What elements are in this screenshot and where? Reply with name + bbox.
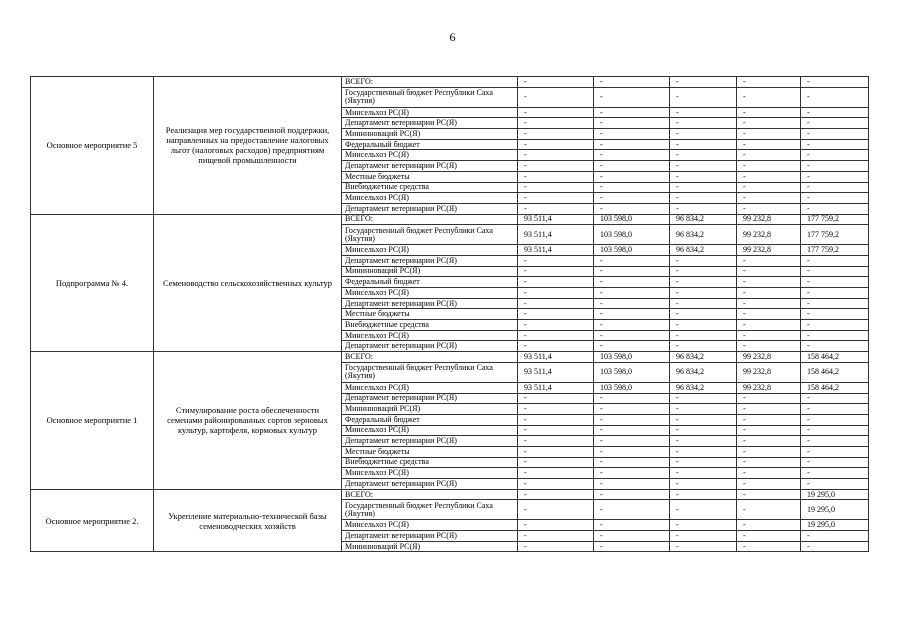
amount-cell: -: [801, 77, 869, 88]
amount-cell: -: [518, 139, 594, 150]
amount-cell: 19 295,0: [801, 520, 869, 531]
amount-cell: -: [801, 129, 869, 140]
amount-cell: 103 598,0: [594, 352, 670, 363]
amount-cell: -: [518, 320, 594, 331]
funding-source: Департамент ветеринарии РС(Я): [342, 479, 518, 490]
amount-cell: -: [594, 489, 670, 500]
amount-cell: -: [518, 446, 594, 457]
funding-source: Минсельхоз РС(Я): [342, 245, 518, 256]
amount-cell: -: [737, 341, 801, 352]
amount-cell: -: [801, 341, 869, 352]
amount-cell: -: [801, 457, 869, 468]
section-description: Стимулирование роста обеспеченности семенами районированных сортов зерновых культур, картофеля, кормовых культур: [154, 352, 342, 490]
amount-cell: -: [801, 107, 869, 118]
amount-cell: -: [801, 203, 869, 214]
funding-source: Департамент ветеринарии РС(Я): [342, 203, 518, 214]
amount-cell: -: [518, 77, 594, 88]
amount-cell: 93 511,4: [518, 362, 594, 382]
amount-cell: -: [594, 309, 670, 320]
amount-cell: -: [594, 330, 670, 341]
funding-source: Департамент ветеринарии РС(Я): [342, 341, 518, 352]
funding-source: Федеральный бюджет: [342, 139, 518, 150]
funding-source: Департамент ветеринарии РС(Я): [342, 393, 518, 404]
amount-cell: -: [670, 479, 737, 490]
amount-cell: 93 511,4: [518, 382, 594, 393]
amount-cell: -: [670, 457, 737, 468]
amount-cell: -: [737, 404, 801, 415]
amount-cell: -: [594, 277, 670, 288]
amount-cell: -: [737, 288, 801, 299]
amount-cell: -: [737, 446, 801, 457]
amount-cell: -: [594, 320, 670, 331]
amount-cell: -: [594, 468, 670, 479]
amount-cell: -: [594, 425, 670, 436]
section-title: Подпрограмма № 4.: [31, 214, 154, 352]
amount-cell: -: [670, 182, 737, 193]
amount-cell: 103 598,0: [594, 382, 670, 393]
amount-cell: -: [737, 266, 801, 277]
amount-cell: 99 232,8: [737, 362, 801, 382]
funding-source: Внебюджетные средства: [342, 457, 518, 468]
amount-cell: -: [594, 531, 670, 542]
amount-cell: -: [670, 330, 737, 341]
amount-cell: 96 834,2: [670, 214, 737, 225]
budget-table: [30, 76, 869, 552]
amount-cell: -: [518, 479, 594, 490]
funding-source: Государственный бюджет Республики Саха (Якутия): [342, 87, 518, 107]
amount-cell: -: [670, 425, 737, 436]
funding-source: Департамент ветеринарии РС(Я): [342, 161, 518, 172]
amount-cell: 96 834,2: [670, 382, 737, 393]
amount-cell: -: [518, 255, 594, 266]
amount-cell: -: [594, 288, 670, 299]
amount-cell: -: [518, 277, 594, 288]
funding-source: Минсельхоз РС(Я): [342, 330, 518, 341]
amount-cell: -: [670, 404, 737, 415]
amount-cell: -: [670, 171, 737, 182]
amount-cell: -: [670, 436, 737, 447]
amount-cell: -: [670, 161, 737, 172]
amount-cell: -: [801, 436, 869, 447]
amount-cell: -: [594, 255, 670, 266]
funding-source: Внебюджетные средства: [342, 182, 518, 193]
amount-cell: -: [670, 193, 737, 204]
amount-cell: -: [737, 541, 801, 552]
amount-cell: 103 598,0: [594, 245, 670, 256]
amount-cell: -: [670, 87, 737, 107]
amount-cell: 158 464,2: [801, 352, 869, 363]
amount-cell: -: [670, 107, 737, 118]
amount-cell: -: [518, 182, 594, 193]
amount-cell: 99 232,8: [737, 245, 801, 256]
amount-cell: -: [737, 414, 801, 425]
amount-cell: -: [594, 436, 670, 447]
amount-cell: -: [801, 320, 869, 331]
amount-cell: -: [518, 341, 594, 352]
funding-source: ВСЕГО:: [342, 352, 518, 363]
amount-cell: -: [670, 320, 737, 331]
amount-cell: -: [737, 393, 801, 404]
amount-cell: 96 834,2: [670, 352, 737, 363]
amount-cell: -: [737, 500, 801, 520]
funding-source: Мининноваций РС(Я): [342, 404, 518, 415]
amount-cell: -: [518, 266, 594, 277]
amount-cell: -: [594, 479, 670, 490]
amount-cell: -: [801, 404, 869, 415]
table-row: [31, 489, 869, 500]
amount-cell: -: [801, 414, 869, 425]
amount-cell: -: [594, 266, 670, 277]
amount-cell: -: [594, 77, 670, 88]
amount-cell: 177 759,2: [801, 245, 869, 256]
amount-cell: 19 295,0: [801, 489, 869, 500]
amount-cell: 93 511,4: [518, 352, 594, 363]
section-title: Основное мероприятие 1: [31, 352, 154, 490]
funding-source: Департамент ветеринарии РС(Я): [342, 298, 518, 309]
amount-cell: -: [670, 139, 737, 150]
amount-cell: -: [737, 436, 801, 447]
amount-cell: -: [670, 500, 737, 520]
funding-source: Минсельхоз РС(Я): [342, 468, 518, 479]
amount-cell: -: [594, 129, 670, 140]
amount-cell: -: [670, 446, 737, 457]
amount-cell: -: [801, 277, 869, 288]
amount-cell: -: [670, 393, 737, 404]
amount-cell: -: [670, 77, 737, 88]
amount-cell: -: [594, 393, 670, 404]
funding-source: Государственный бюджет Республики Саха (Якутия): [342, 225, 518, 245]
amount-cell: -: [737, 129, 801, 140]
amount-cell: 96 834,2: [670, 245, 737, 256]
amount-cell: -: [518, 541, 594, 552]
amount-cell: -: [801, 446, 869, 457]
table-row: [31, 214, 869, 225]
funding-source: Государственный бюджет Республики Саха (Якутия): [342, 362, 518, 382]
amount-cell: -: [594, 500, 670, 520]
amount-cell: -: [518, 393, 594, 404]
amount-cell: -: [670, 118, 737, 129]
amount-cell: -: [737, 77, 801, 88]
amount-cell: 103 598,0: [594, 362, 670, 382]
amount-cell: -: [670, 341, 737, 352]
funding-source: Местные бюджеты: [342, 171, 518, 182]
funding-source: Местные бюджеты: [342, 446, 518, 457]
amount-cell: -: [518, 161, 594, 172]
amount-cell: -: [737, 489, 801, 500]
amount-cell: -: [594, 87, 670, 107]
amount-cell: -: [670, 468, 737, 479]
funding-source: Федеральный бюджет: [342, 277, 518, 288]
funding-source: Департамент ветеринарии РС(Я): [342, 436, 518, 447]
funding-source: Департамент ветеринарии РС(Я): [342, 531, 518, 542]
amount-cell: -: [670, 277, 737, 288]
amount-cell: -: [801, 118, 869, 129]
amount-cell: -: [737, 330, 801, 341]
funding-source: Внебюджетные средства: [342, 320, 518, 331]
amount-cell: -: [737, 139, 801, 150]
amount-cell: -: [801, 139, 869, 150]
amount-cell: 99 232,8: [737, 382, 801, 393]
amount-cell: -: [518, 118, 594, 129]
amount-cell: 158 464,2: [801, 382, 869, 393]
amount-cell: 103 598,0: [594, 225, 670, 245]
amount-cell: -: [670, 414, 737, 425]
amount-cell: -: [594, 139, 670, 150]
amount-cell: -: [594, 193, 670, 204]
funding-source: Минсельхоз РС(Я): [342, 382, 518, 393]
amount-cell: -: [737, 150, 801, 161]
section-title: Основное мероприятие 2.: [31, 489, 154, 552]
amount-cell: -: [594, 541, 670, 552]
amount-cell: -: [670, 288, 737, 299]
amount-cell: -: [518, 457, 594, 468]
amount-cell: -: [801, 255, 869, 266]
funding-source: Федеральный бюджет: [342, 414, 518, 425]
amount-cell: -: [594, 203, 670, 214]
amount-cell: -: [594, 298, 670, 309]
amount-cell: -: [801, 541, 869, 552]
amount-cell: -: [670, 203, 737, 214]
amount-cell: -: [518, 520, 594, 531]
amount-cell: -: [518, 468, 594, 479]
amount-cell: -: [518, 404, 594, 415]
section-description: Укрепление материально-технической базы семеноводческих хозяйств: [154, 489, 342, 552]
amount-cell: -: [801, 531, 869, 542]
amount-cell: 93 511,4: [518, 214, 594, 225]
amount-cell: -: [518, 203, 594, 214]
amount-cell: -: [801, 87, 869, 107]
amount-cell: 19 295,0: [801, 500, 869, 520]
amount-cell: -: [801, 193, 869, 204]
amount-cell: -: [518, 150, 594, 161]
amount-cell: -: [801, 150, 869, 161]
funding-source: Минсельхоз РС(Я): [342, 193, 518, 204]
amount-cell: -: [594, 404, 670, 415]
amount-cell: -: [737, 320, 801, 331]
amount-cell: -: [670, 129, 737, 140]
funding-source: Минсельхоз РС(Я): [342, 520, 518, 531]
amount-cell: -: [801, 309, 869, 320]
amount-cell: -: [518, 531, 594, 542]
amount-cell: -: [518, 87, 594, 107]
funding-source: Департамент ветеринарии РС(Я): [342, 255, 518, 266]
funding-source: Местные бюджеты: [342, 309, 518, 320]
amount-cell: -: [801, 288, 869, 299]
amount-cell: -: [594, 341, 670, 352]
amount-cell: -: [518, 298, 594, 309]
amount-cell: -: [737, 203, 801, 214]
amount-cell: -: [737, 161, 801, 172]
funding-source: Минсельхоз РС(Я): [342, 107, 518, 118]
amount-cell: -: [737, 531, 801, 542]
amount-cell: -: [670, 150, 737, 161]
amount-cell: -: [670, 255, 737, 266]
funding-source: Мининноваций РС(Я): [342, 129, 518, 140]
amount-cell: -: [670, 489, 737, 500]
amount-cell: 96 834,2: [670, 362, 737, 382]
section-description: Реализация мер государственной поддержки, направленных на предоставление налоговых льгот (налоговых расходов) предприятиям пищевой промышленности: [154, 77, 342, 215]
funding-source: Мининноваций РС(Я): [342, 541, 518, 552]
amount-cell: -: [737, 309, 801, 320]
amount-cell: -: [737, 193, 801, 204]
amount-cell: 99 232,8: [737, 214, 801, 225]
amount-cell: -: [670, 520, 737, 531]
table-row: [31, 77, 869, 88]
amount-cell: 96 834,2: [670, 225, 737, 245]
amount-cell: -: [737, 468, 801, 479]
page-number: 6: [449, 30, 456, 44]
funding-source: Государственный бюджет Республики Саха (Якутия): [342, 500, 518, 520]
funding-source: Минсельхоз РС(Я): [342, 425, 518, 436]
amount-cell: 93 511,4: [518, 245, 594, 256]
amount-cell: -: [737, 107, 801, 118]
amount-cell: -: [801, 479, 869, 490]
amount-cell: -: [801, 298, 869, 309]
amount-cell: -: [737, 520, 801, 531]
amount-cell: -: [518, 330, 594, 341]
amount-cell: -: [670, 266, 737, 277]
amount-cell: -: [518, 171, 594, 182]
amount-cell: -: [594, 161, 670, 172]
amount-cell: -: [670, 541, 737, 552]
amount-cell: 99 232,8: [737, 352, 801, 363]
amount-cell: 103 598,0: [594, 214, 670, 225]
amount-cell: -: [518, 414, 594, 425]
amount-cell: -: [801, 266, 869, 277]
amount-cell: -: [737, 87, 801, 107]
amount-cell: -: [594, 150, 670, 161]
amount-cell: -: [594, 457, 670, 468]
amount-cell: -: [518, 489, 594, 500]
amount-cell: -: [737, 425, 801, 436]
amount-cell: 93 511,4: [518, 225, 594, 245]
amount-cell: -: [737, 255, 801, 266]
amount-cell: -: [737, 457, 801, 468]
amount-cell: -: [737, 171, 801, 182]
funding-source: ВСЕГО:: [342, 214, 518, 225]
amount-cell: -: [594, 414, 670, 425]
amount-cell: -: [801, 330, 869, 341]
amount-cell: 177 759,2: [801, 225, 869, 245]
amount-cell: -: [737, 277, 801, 288]
amount-cell: -: [737, 182, 801, 193]
amount-cell: -: [801, 393, 869, 404]
amount-cell: -: [670, 309, 737, 320]
section-title: Основное мероприятие 5: [31, 77, 154, 215]
amount-cell: -: [670, 298, 737, 309]
amount-cell: -: [594, 446, 670, 457]
section-description: Семеноводство сельскохозяйственных культур: [154, 214, 342, 352]
amount-cell: -: [801, 182, 869, 193]
amount-cell: -: [518, 436, 594, 447]
amount-cell: -: [594, 182, 670, 193]
amount-cell: -: [518, 107, 594, 118]
funding-source: Департамент ветеринарии РС(Я): [342, 118, 518, 129]
amount-cell: -: [518, 500, 594, 520]
amount-cell: -: [737, 298, 801, 309]
funding-source: Мининноваций РС(Я): [342, 266, 518, 277]
amount-cell: -: [594, 520, 670, 531]
amount-cell: 177 759,2: [801, 214, 869, 225]
funding-source: Минсельхоз РС(Я): [342, 150, 518, 161]
amount-cell: -: [737, 118, 801, 129]
amount-cell: -: [518, 129, 594, 140]
amount-cell: -: [737, 479, 801, 490]
amount-cell: -: [518, 193, 594, 204]
amount-cell: -: [801, 468, 869, 479]
table-body: [31, 77, 869, 552]
amount-cell: -: [801, 171, 869, 182]
amount-cell: -: [518, 288, 594, 299]
amount-cell: 99 232,8: [737, 225, 801, 245]
amount-cell: -: [594, 171, 670, 182]
amount-cell: 158 464,2: [801, 362, 869, 382]
amount-cell: -: [594, 118, 670, 129]
amount-cell: -: [801, 425, 869, 436]
amount-cell: -: [518, 309, 594, 320]
funding-source: ВСЕГО:: [342, 77, 518, 88]
amount-cell: -: [670, 531, 737, 542]
amount-cell: -: [594, 107, 670, 118]
table-row: [31, 352, 869, 363]
funding-source: Минсельхоз РС(Я): [342, 288, 518, 299]
amount-cell: -: [801, 161, 869, 172]
amount-cell: -: [518, 425, 594, 436]
funding-source: ВСЕГО:: [342, 489, 518, 500]
